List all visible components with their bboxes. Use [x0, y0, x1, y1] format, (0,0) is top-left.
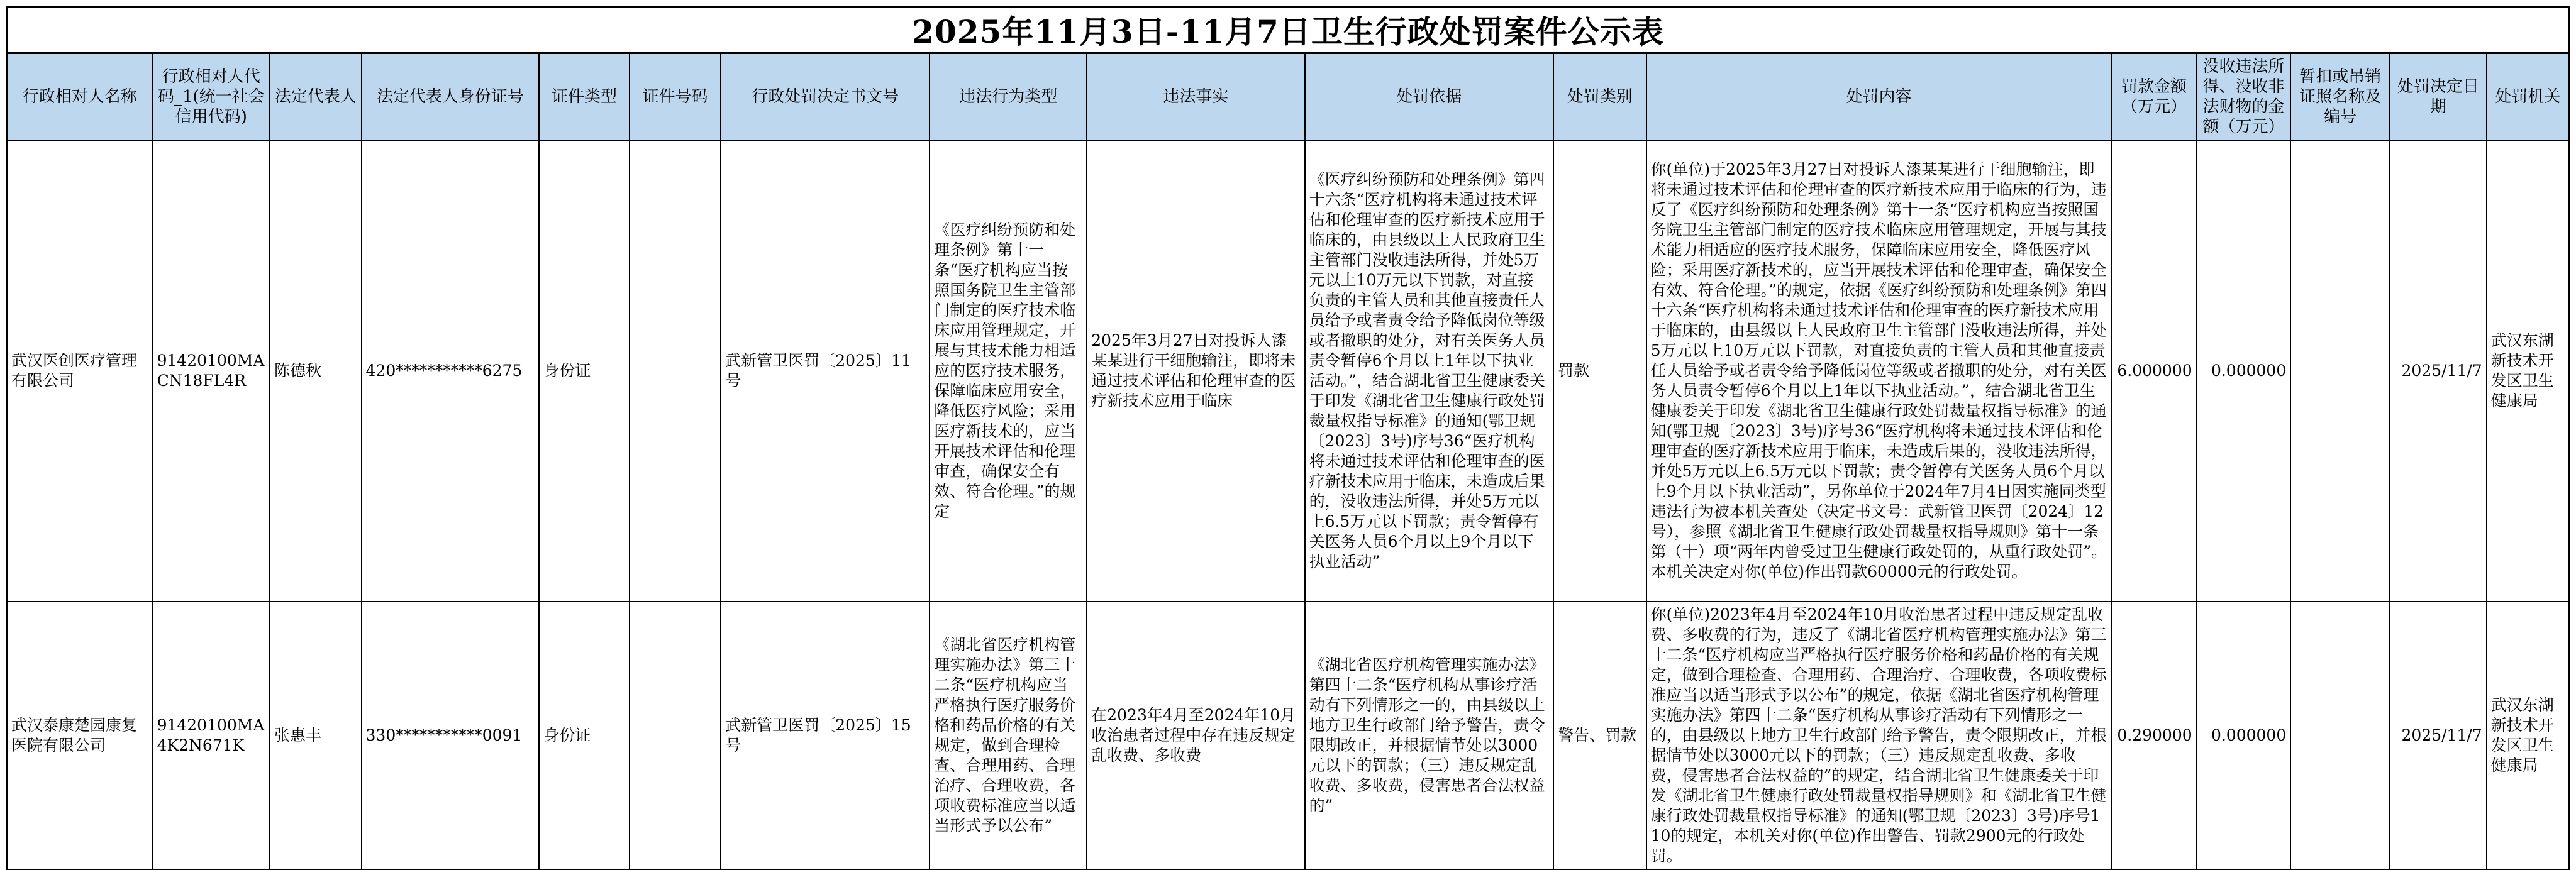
announcement-sheet [6, 6, 2570, 865]
header-cell: 法定代表人 [270, 53, 361, 140]
header-cell: 证件号码 [630, 53, 721, 140]
header-cell: 罚款金额（万元） [2111, 53, 2196, 140]
certificate-type: 身份证 [539, 602, 629, 869]
header-cell: 处罚类别 [1553, 53, 1646, 140]
penalty-category: 罚款 [1553, 140, 1646, 602]
penalty-content: 你(单位)于2025年3月27日对投诉人漆某某进行干细胞输注，即将未通过技术评估和伦理审查的医疗新技术应用于临床的行为，违反了《医疗纠纷预防和处理条例》第十一条“医疗机构应当按照国务院卫生主管部门制定的医疗技术临床应用管理规定，开展与其技术能力相适应的医疗技术服务，保障临床应用安全，降低医疗风险；采用医疗新技术的，应当开展技术评估和伦理审查，确保安全有效、符合伦理。”的规定，依据《医疗纠纷预防和处理条例》第四十六条“医疗机构将未通过技术评估和伦理审查的医疗新技术应用于临床的，由县级以上人民政府卫生主管部门没收违法所得，并处5万元以上10万元以下罚款，对直接负责的主管人员和其他直接责任人员给予或者责令给予降低岗位等级或者撤职的处分，对有关医务人员责令暂停6个月以上1年以下执业活动。”，结合湖北省卫生健康委关于印发《湖北省卫生健康行政处罚裁量权指导标准》的通知(鄂卫规〔2023〕3号)序号36“医疗机构将未通过技术评估和伦理审查的医疗新技术应用于临床，未造成后果的，没收违法所得，并处5万元以上6.5万元以下罚款；责令暂停有关医务人员6个月以上9个月以下执业活动”，另你单位于2024年7月4日因实施同类型违法行为被本机关查处（决定书文号：武新管卫医罚〔2024〕12号），参照《湖北省卫生健康行政处罚裁量权指导规则》第十一条第（十）项“两年内曾受过卫生健康行政处罚的，从重行政处罚”。本机关决定对你(单位)作出罚款60000元的行政处罚。 [1646, 140, 2112, 602]
table-row [7, 602, 2569, 869]
penalty-category: 警告、罚款 [1553, 602, 1646, 869]
header-cell: 违法行为类型 [930, 53, 1087, 140]
penalty-authority: 武汉东湖新技术开发区卫生健康局 [2487, 140, 2569, 602]
header-cell: 行政处罚决定书文号 [721, 53, 930, 140]
certificate-number [630, 140, 721, 602]
violation-facts: 2025年3月27日对投诉人漆某某进行干细胞输注，即将未通过技术评估和伦理审查的医疗新技术应用于临床 [1087, 140, 1304, 602]
entity-name: 武汉医创医疗管理有限公司 [7, 140, 153, 602]
header-cell: 处罚依据 [1305, 53, 1554, 140]
decision-document-number: 武新管卫医罚〔2025〕15号 [721, 602, 930, 869]
header-cell: 暂扣或吊销证照名称及编号 [2290, 53, 2390, 140]
header-row [7, 53, 2569, 140]
decision-date: 2025/11/7 [2390, 140, 2487, 602]
penalty-table [6, 53, 2570, 870]
title-bar [6, 6, 2570, 53]
penalty-authority: 武汉东湖新技术开发区卫生健康局 [2487, 602, 2569, 869]
header-cell: 处罚内容 [1646, 53, 2112, 140]
violation-facts: 在2023年4月至2024年10月收治患者过程中存在违反规定乱收费、多收费 [1087, 602, 1304, 869]
license-info [2290, 140, 2390, 602]
header-cell: 处罚决定日期 [2390, 53, 2487, 140]
header-cell: 处罚机关 [2487, 53, 2569, 140]
representative-id: 420***********6275 [362, 140, 540, 602]
certificate-type: 身份证 [539, 140, 629, 602]
header-cell: 行政相对人名称 [7, 53, 153, 140]
table-row [7, 140, 2569, 602]
entity-name: 武汉泰康楚园康复医院有限公司 [7, 602, 153, 869]
certificate-number [630, 602, 721, 869]
header-cell: 证件类型 [539, 53, 629, 140]
penalty-content: 你(单位)2023年4月至2024年10月收治患者过程中违反规定乱收费、多收费的行为，违反了《湖北省医疗机构管理实施办法》第三十二条“医疗机构应当严格执行医疗服务价格和药品价格的有关规定，做到合理检查、合理用药、合理治疗、合理收费，各项收费标准应当以适当形式予以公布”的规定，依据《湖北省医疗机构管理实施办法》第四十二条“医疗机构从事诊疗活动有下列情形之一的，由县级以上地方卫生行政部门给予警告，责令限期改正，并根据情节处以3000元以下的罚款；（三）违反规定乱收费、多收费，侵害患者合法权益的”的规定，结合湖北省卫生健康委关于印发《湖北省卫生健康行政处罚裁量权指导规则》和《湖北省卫生健康行政处罚裁量权指导标准》的通知(鄂卫规〔2023〕3号)序号110的规定，本机关对你(单位)作出警告、罚款2900元的行政处罚。 [1646, 602, 2112, 869]
penalty-basis: 《湖北省医疗机构管理实施办法》第四十二条“医疗机构从事诊疗活动有下列情形之一的，由县级以上地方卫生行政部门给予警告，责令限期改正，并根据情节处以3000元以下的罚款；（三）违反规定乱收费、多收费，侵害患者合法权益的” [1305, 602, 1554, 869]
confiscated-amount: 0.000000 [2197, 602, 2291, 869]
legal-representative: 张惠丰 [270, 602, 361, 869]
violation-type: 《医疗纠纷预防和处理条例》第十一条“医疗机构应当按照国务院卫生主管部门制定的医疗技术临床应用管理规定，开展与其技术能力相适应的医疗技术服务，保障临床应用安全，降低医疗风险；采用医疗新技术的，应当开展技术评估和伦理审查，确保安全有效、符合伦理。”的规定 [930, 140, 1087, 602]
page-title: 2025年11月3日-11月7日卫生行政处罚案件公示表 [912, 13, 1664, 50]
legal-representative: 陈德秋 [270, 140, 361, 602]
license-info [2290, 602, 2390, 869]
representative-id: 330***********0091 [362, 602, 540, 869]
decision-document-number: 武新管卫医罚〔2025〕11号 [721, 140, 930, 602]
credit-code: 91420100MA4K2N671K [153, 602, 270, 869]
confiscated-amount: 0.000000 [2197, 140, 2291, 602]
violation-type: 《湖北省医疗机构管理实施办法》第三十二条“医疗机构应当严格执行医疗服务价格和药品价格的有关规定，做到合理检查、合理用药、合理治疗、合理收费，各项收费标准应当以适当形式予以公布” [930, 602, 1087, 869]
header-cell: 行政相对人代码_1(统一社会信用代码) [153, 53, 270, 140]
header-cell: 法定代表人身份证号 [362, 53, 540, 140]
decision-date: 2025/11/7 [2390, 602, 2487, 869]
penalty-basis: 《医疗纠纷预防和处理条例》第四十六条“医疗机构将未通过技术评估和伦理审查的医疗新技术应用于临床的，由县级以上人民政府卫生主管部门没收违法所得，并处5万元以上10万元以下罚款，对直接负责的主管人员和其他直接责任人员给予或者责令给予降低岗位等级或者撤职的处分，对有关医务人员责令暂停6个月以上1年以下执业活动。”，结合湖北省卫生健康委关于印发《湖北省卫生健康行政处罚裁量权指导标准》的通知(鄂卫规〔2023〕3号)序号36“医疗机构将未通过技术评估和伦理审查的医疗新技术应用于临床，未造成后果的，没收违法所得，并处5万元以上6.5万元以下罚款；责令暂停有关医务人员6个月以上9个月以下执业活动” [1305, 140, 1554, 602]
credit-code: 91420100MACN18FL4R [153, 140, 270, 602]
fine-amount: 6.000000 [2111, 140, 2196, 602]
fine-amount: 0.290000 [2111, 602, 2196, 869]
header-cell: 没收违法所得、没收非法财物的金额（万元） [2197, 53, 2291, 140]
header-cell: 违法事实 [1087, 53, 1304, 140]
